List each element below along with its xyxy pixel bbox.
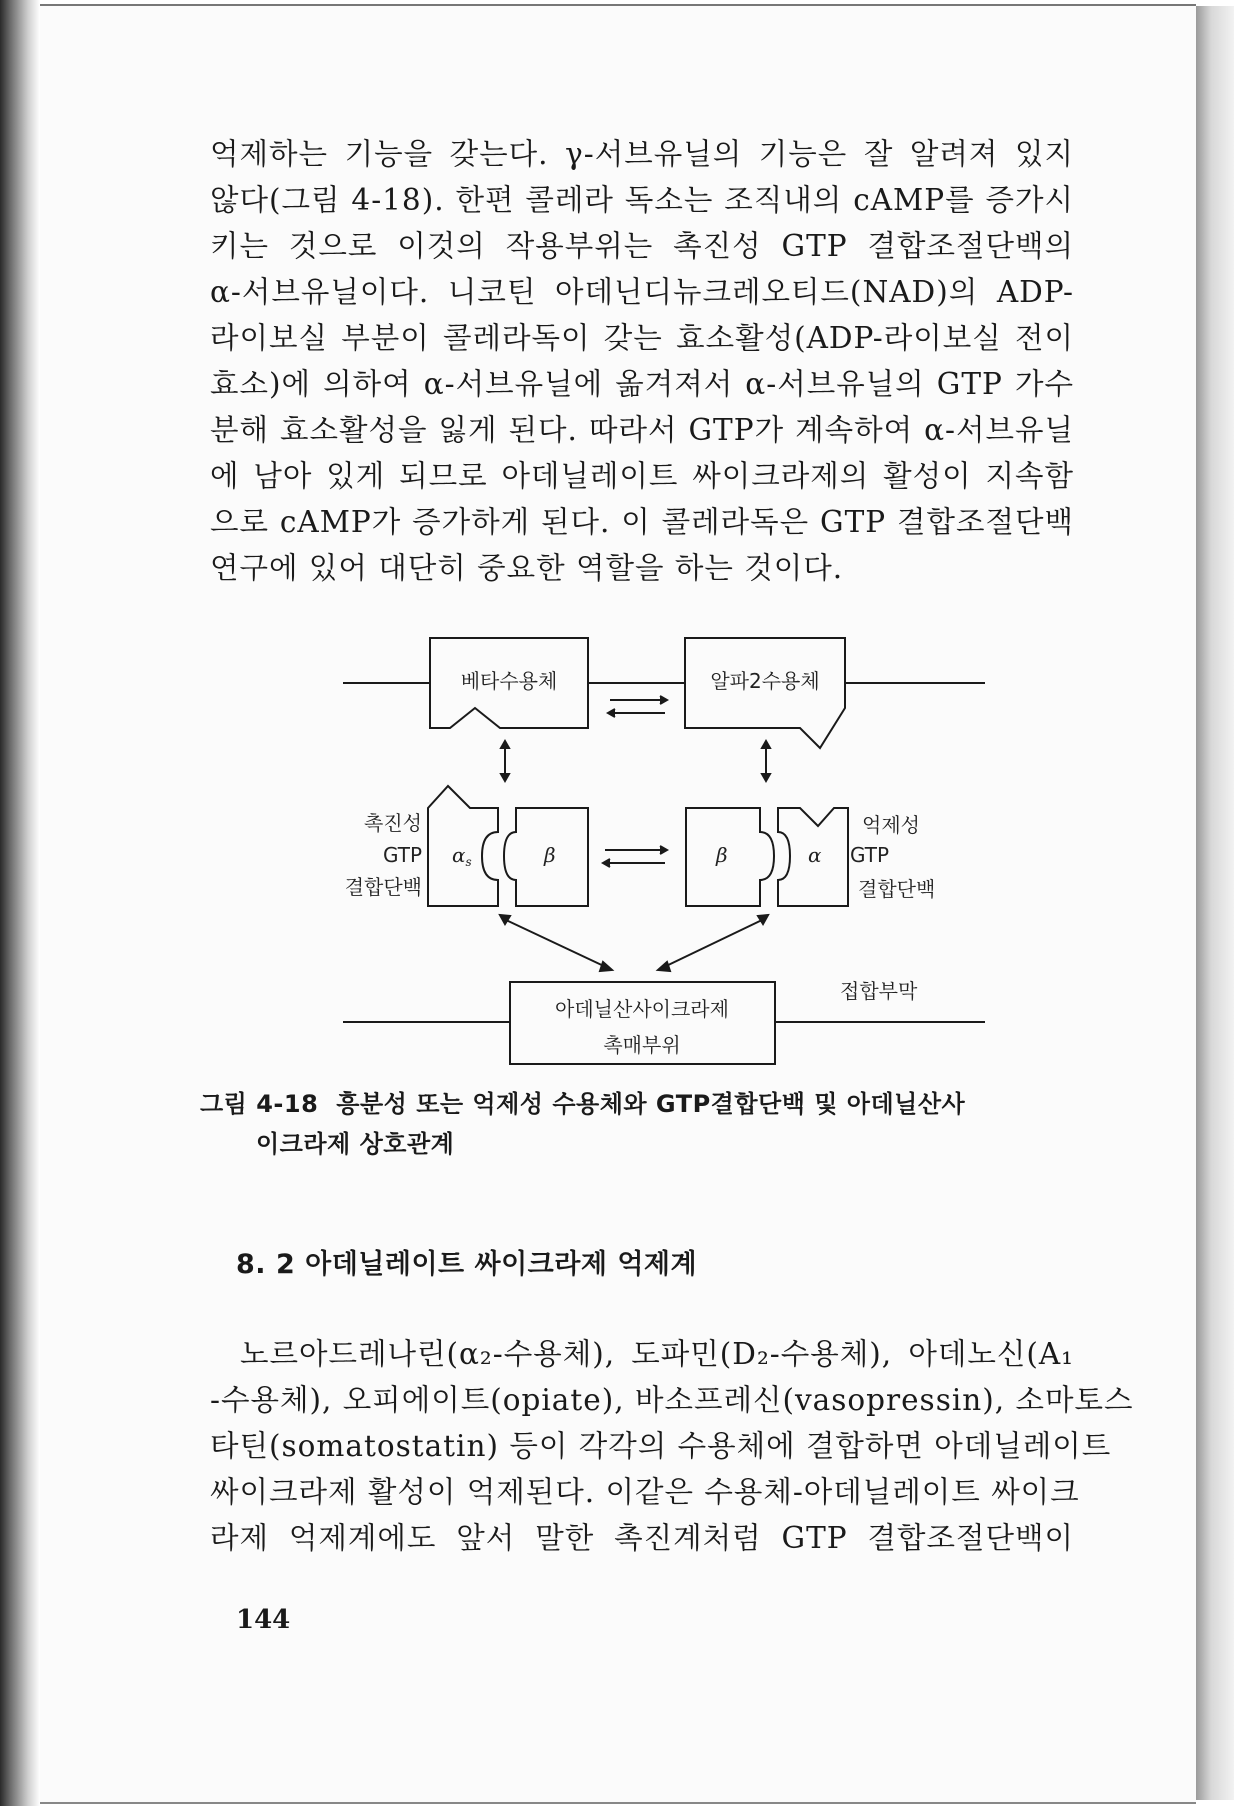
section-heading: 8. 2 아데닐레이트 싸이크라제 억제계 xyxy=(236,1249,698,1280)
stimulatory-label-2: GTP xyxy=(382,843,422,867)
inhibitory-label-1: 억제성 xyxy=(862,813,920,837)
text-line: 에 남아 있게 되므로 아데닐레이트 싸이크라제의 활성이 지속함 xyxy=(210,459,1074,493)
cyclase-label-line1: 아데닐산사이크라제 xyxy=(555,997,729,1021)
text-line: 연구에 있어 대단히 중요한 역할을 하는 것이다. xyxy=(210,551,844,585)
cyclase-label-line2: 촉매부위 xyxy=(603,1033,681,1057)
text-line: 노르아드레나린(α₂-수용체), 도파민(D₂-수용체), 아데노신(A₁ xyxy=(240,1337,1074,1371)
stimulatory-label-1: 촉진성 xyxy=(364,811,422,835)
text-line: 라제 억제계에도 앞서 말한 촉진계처럼 GTP 결합조절단백이 xyxy=(210,1521,1074,1555)
text-line: 않다(그림 4-18). 한편 콜레라 독소는 조직내의 cAMP를 증가시 xyxy=(210,183,1074,217)
figure-number: 그림 4-18 xyxy=(200,1090,319,1118)
text-line: 라이보실 부분이 콜레라독이 갖는 효소활성(ADP-라이보실 전이 xyxy=(210,321,1074,355)
text-line: 억제하는 기능을 갖는다. γ-서브유닐의 기능은 잘 알려져 있지 xyxy=(210,137,1074,171)
text-line: α-서브유닐이다. 니코틴 아데닌디뉴크레오티드(NAD)의 ADP- xyxy=(210,275,1074,309)
page-number: 144 xyxy=(236,1605,291,1635)
text-line: 타틴(somatostatin) 등이 각각의 수용체에 결합하면 아데닐레이트 xyxy=(210,1429,1112,1463)
alpha-i-label: α xyxy=(808,843,822,867)
text-line: 분해 효소활성을 잃게 된다. 따라서 GTP가 계속하여 α-서브유닐 xyxy=(210,413,1074,447)
membrane-label: 접합부막 xyxy=(840,979,918,1003)
beta-receptor-label: 베타수용체 xyxy=(460,669,558,693)
inhibitory-label-3: 결합단백 xyxy=(858,877,936,901)
inhibitory-label-2: GTP xyxy=(850,843,890,867)
body-paragraph-2 xyxy=(210,1331,1134,1561)
text-line: 싸이크라제 활성이 억제된다. 이같은 수용체-아데닐레이트 싸이크 xyxy=(210,1475,1080,1509)
alpha2-receptor-box xyxy=(685,638,845,748)
beta-subunit-right xyxy=(686,808,774,906)
inhib-to-cyclase-arrow xyxy=(662,920,762,968)
text-line: 효소)에 의하여 α-서브유닐에 옮겨져서 α-서브유닐의 GTP 가수 xyxy=(210,367,1074,401)
stim-to-cyclase-arrow xyxy=(506,920,608,968)
beta-left-label: β xyxy=(544,843,556,867)
figure-caption-text-line2: 이크라제 상호관계 xyxy=(256,1130,455,1158)
stimulatory-label-3: 결합단백 xyxy=(344,875,422,899)
alpha-s-label: $\alpha_s$ xyxy=(452,843,472,869)
text-line: 으로 cAMP가 증가하게 된다. 이 콜레라독은 GTP 결합조절단백 xyxy=(210,505,1074,539)
text-line: 키는 것으로 이것의 작용부위는 촉진성 GTP 결합조절단백의 xyxy=(210,229,1074,263)
alpha2-receptor-label: 알파2수용체 xyxy=(710,669,820,693)
figure-caption xyxy=(200,1084,1080,1164)
beta-right-label: β xyxy=(716,843,728,867)
text-line: -수용체), 오피에이트(opiate), 바소프레신(vasopressin), 소마토스 xyxy=(210,1383,1134,1417)
figure-caption-text: 흥분성 또는 억제성 수용체와 GTP결합단백 및 아데닐산사 xyxy=(336,1090,966,1118)
